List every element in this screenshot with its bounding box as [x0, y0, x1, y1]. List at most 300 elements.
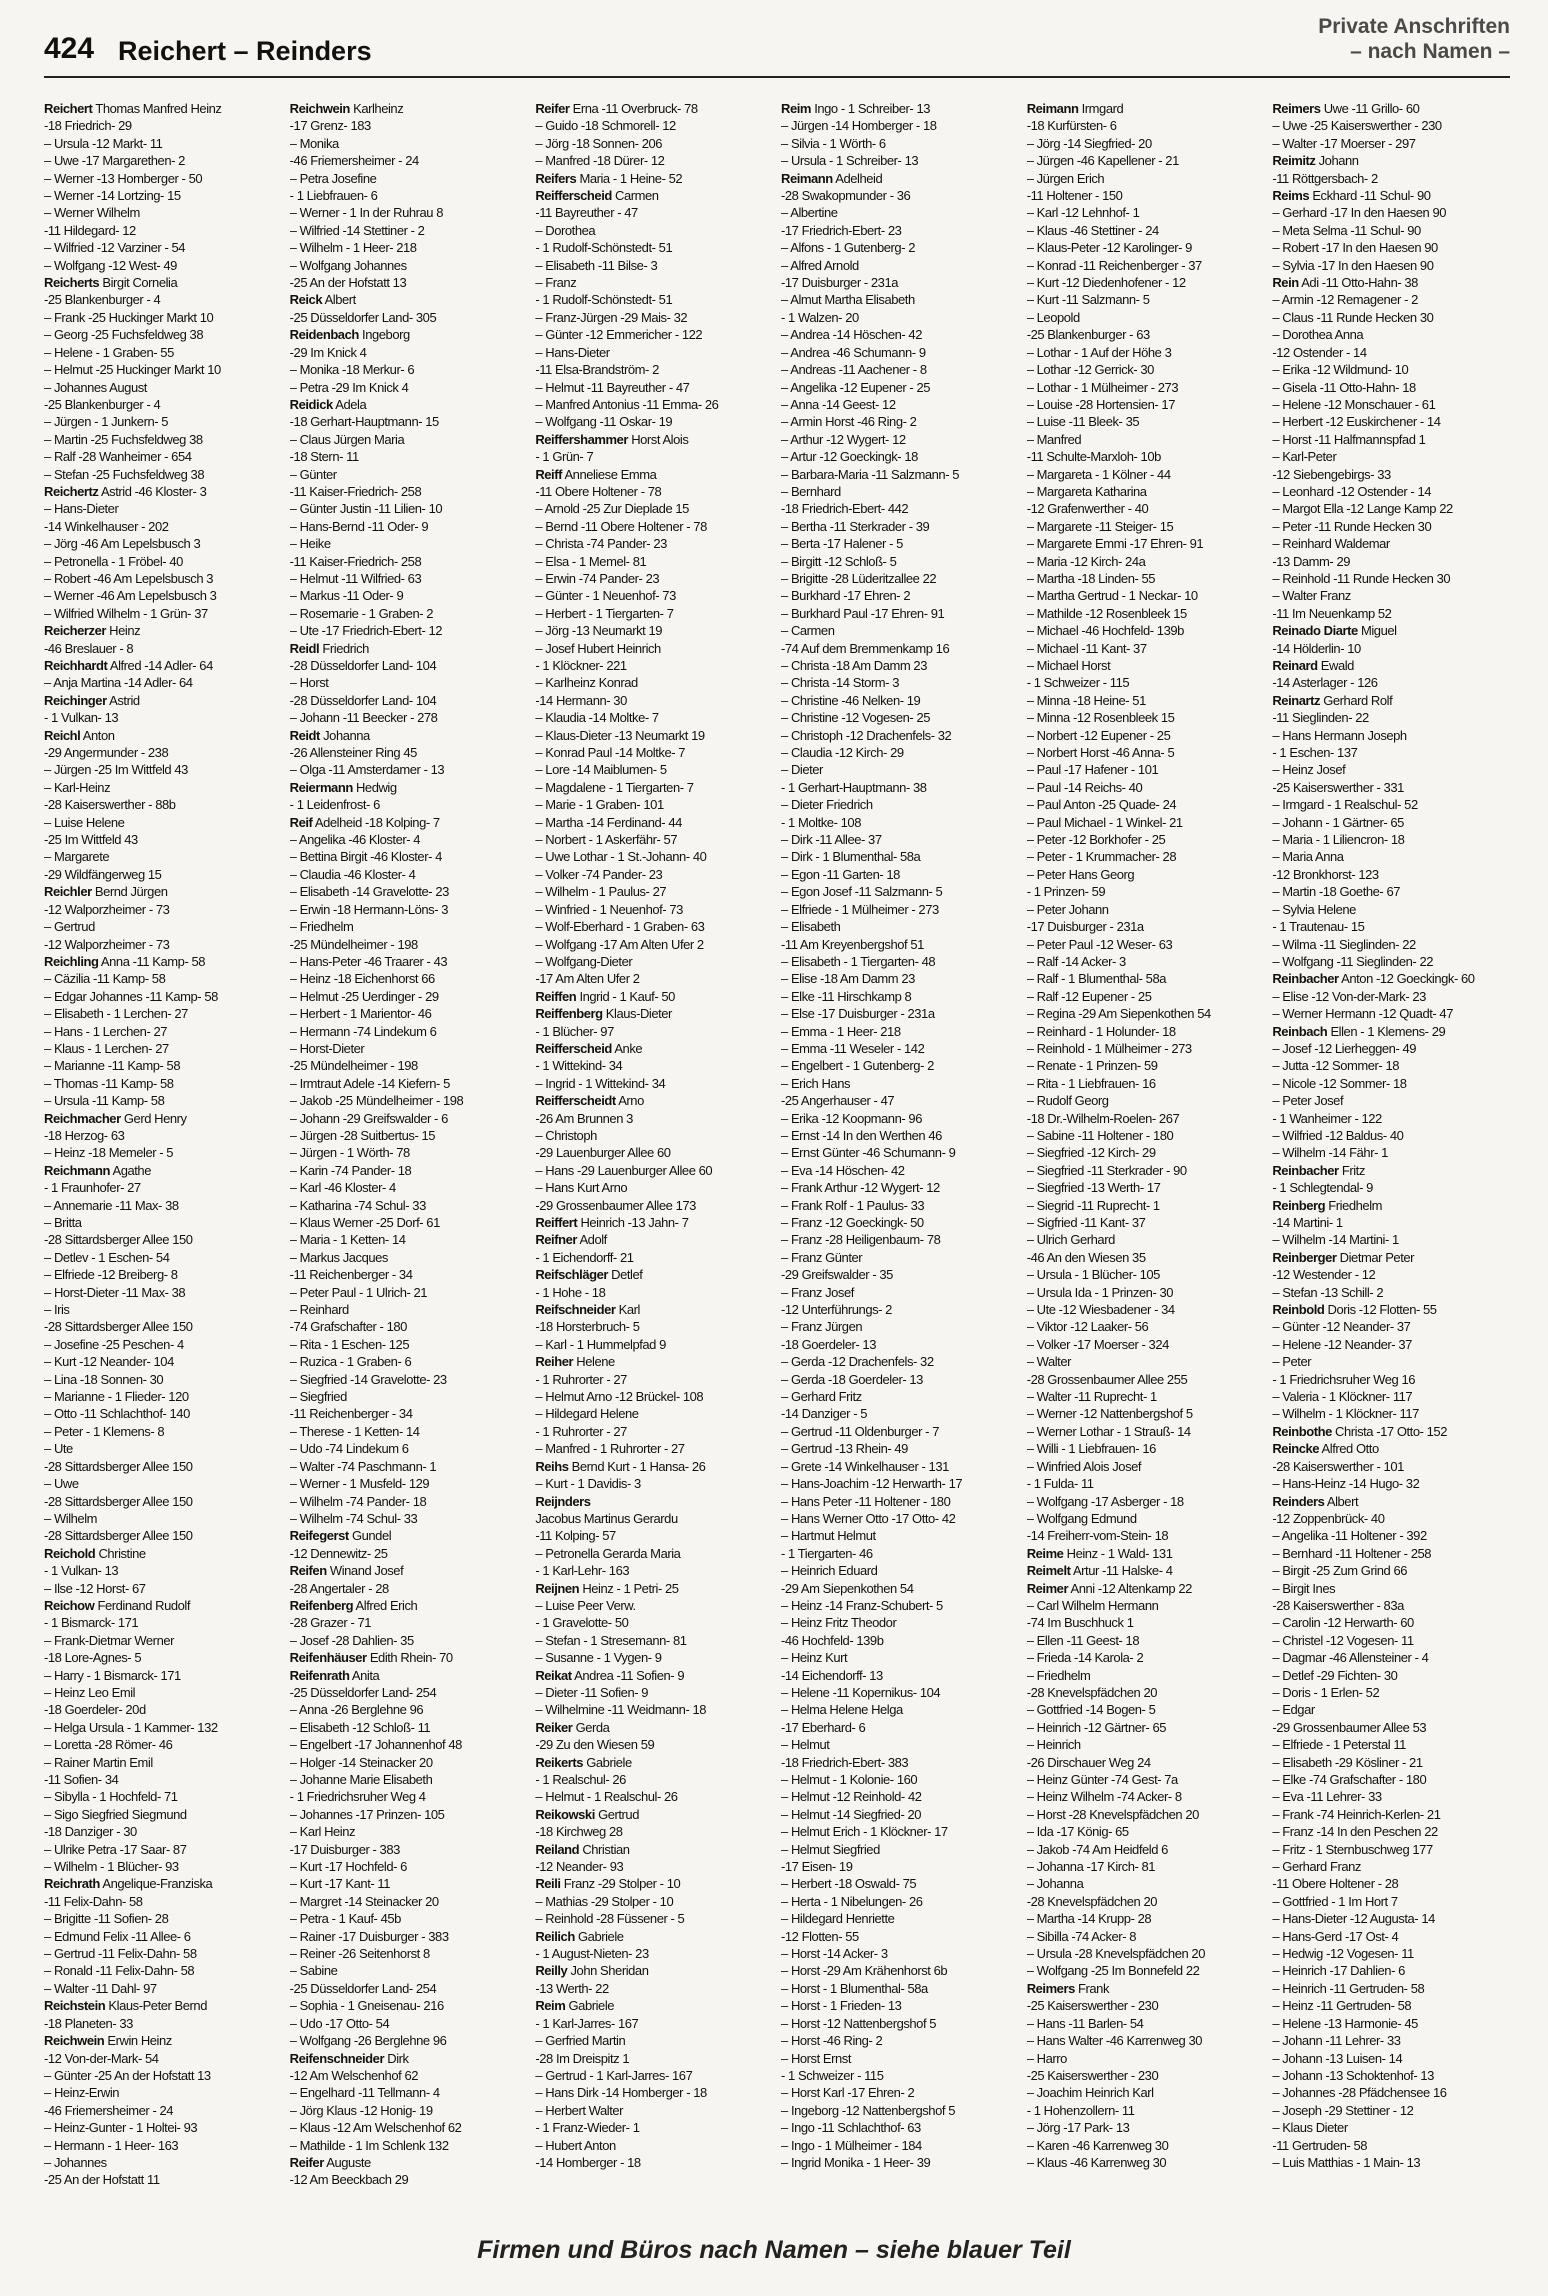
entry-text: – Gertrud: [44, 919, 95, 935]
directory-entry: [781, 848, 1019, 865]
entry-text: – Christa -74 Pander- 23: [535, 536, 667, 552]
directory-entry: [535, 257, 773, 274]
directory-entry: [535, 291, 773, 308]
directory-entry: [781, 274, 1019, 291]
entry-text: Heinz - 1 Wald- 131: [1066, 1545, 1173, 1561]
entry-text: – Hartmut Helmut: [781, 1528, 876, 1544]
surname: Reiland: [535, 1841, 580, 1857]
entry-text: – Ralf -28 Wanheimer - 654: [44, 449, 192, 465]
entry-text: – Silvia - 1 Wörth- 6: [781, 135, 886, 151]
directory-entry: [290, 1266, 528, 1283]
entry-text: – Martin -18 Goethe- 67: [1272, 884, 1401, 900]
entry-text: – Hans-Dieter: [535, 344, 610, 360]
directory-entry: [781, 727, 1019, 744]
directory-entry: [781, 1701, 1019, 1718]
directory-entry: [1027, 727, 1265, 744]
entry-text: – Hans-Bernd -11 Oder- 9: [289, 518, 429, 534]
entry-text: Klaus-Dieter: [605, 1006, 672, 1022]
surname: Reili: [535, 1876, 561, 1892]
entry-text: – Rita - 1 Eschen- 125: [289, 1336, 410, 1352]
directory-entry: [290, 1371, 528, 1388]
entry-text: – Wilhelm -74 Schul- 33: [289, 1510, 418, 1526]
entry-text: – Udo -17 Otto- 54: [289, 2015, 390, 2031]
directory-entry: [781, 379, 1019, 396]
directory-entry: [1272, 117, 1510, 134]
entry-text: – Wilhelmine -11 Weidmann- 18: [535, 1702, 707, 1718]
entry-text: -29 Lauenburger Allee 60: [535, 1145, 671, 1161]
directory-entry-head: [1272, 274, 1510, 291]
directory-entry: [1027, 1005, 1265, 1022]
entry-text: – Kurt -17 Kant- 11: [289, 1876, 390, 1892]
entry-text: – Irmgard - 1 Realschul- 52: [1272, 797, 1418, 813]
entry-text: – Sophia - 1 Gneisenau- 216: [289, 1998, 444, 2014]
directory-entry: [290, 1475, 528, 1492]
directory-entry: [1272, 883, 1510, 900]
directory-entry-head: [1027, 1545, 1265, 1562]
entry-text: – Petra Josefine: [289, 170, 377, 186]
directory-entry: [535, 692, 773, 709]
surname: Reime: [1026, 1545, 1064, 1561]
entry-text: – Peter Hans Georg: [1026, 866, 1135, 882]
surname: Reinard: [1272, 658, 1318, 673]
entry-text: Erna -11 Overbruck- 78: [572, 101, 698, 116]
surname: Reinbacher: [1272, 971, 1339, 987]
directory-entry: [290, 657, 528, 674]
directory-entry: [781, 1249, 1019, 1266]
entry-text: -11 Bayreuther - 47: [535, 205, 638, 221]
entry-text: – Ursula -12 Markt- 11: [44, 135, 163, 151]
directory-entry: [1272, 2032, 1510, 2049]
entry-text: – Stefan -13 Schill- 2: [1272, 1284, 1384, 1300]
entry-text: – Birgit Ines: [1272, 1580, 1336, 1596]
surname: Reiffen: [535, 988, 577, 1004]
directory-entry: [535, 814, 773, 831]
directory-entry: [44, 1736, 282, 1753]
entry-text: – Emma - 1 Heer- 218: [781, 1023, 901, 1039]
entry-text: - 1 Gerhart-Hauptmann- 38: [781, 779, 927, 795]
entry-text: – Heinz-Gunter - 1 Holtei- 93: [44, 2120, 198, 2136]
entry-text: – Ralf -12 Eupener - 25: [1026, 988, 1152, 1004]
directory-entry-head: [535, 1005, 773, 1022]
entry-text: – Erwin -74 Pander- 23: [535, 570, 660, 586]
entry-text: – Olga -11 Amsterdamer - 13: [289, 762, 445, 778]
entry-text: – Dorothea: [535, 222, 596, 238]
entry-text: – Siegfried -13 Werth- 17: [1026, 1180, 1161, 1196]
entry-text: – Franz-Jürgen -29 Mais- 32: [535, 309, 688, 325]
directory-entry: [1027, 709, 1265, 726]
entry-text: – Elisabeth -11 Bilse- 3: [535, 257, 658, 273]
entry-text: – Christine -46 Nelken- 19: [781, 692, 921, 708]
entry-text: Artur -11 Halske- 4: [1072, 1563, 1173, 1579]
directory-entry: [535, 1980, 773, 1997]
entry-text: - 1 Wittekind- 34: [535, 1058, 623, 1074]
directory-entry-head: [535, 1092, 773, 1109]
entry-text: – Ingeborg -12 Nattenbergshof 5: [781, 2102, 955, 2118]
directory-entry: [535, 1336, 773, 1353]
entry-text: -12 Walporzheimer - 73: [44, 936, 170, 952]
entry-text: – Margot Ella -12 Lange Kamp 22: [1272, 501, 1453, 517]
directory-entry: [1027, 1040, 1265, 1057]
surname: Reimer: [1026, 1580, 1069, 1596]
entry-text: – Anna -26 Berglehne 96: [289, 1702, 424, 1718]
entry-text: – Therese - 1 Ketten- 14: [289, 1423, 420, 1439]
entry-text: - 1 Schlegtendal- 9: [1272, 1180, 1373, 1196]
directory-entry: [1027, 831, 1265, 848]
directory-entry: [44, 761, 282, 778]
directory-entry: [290, 744, 528, 761]
directory-entry-head: [535, 187, 773, 204]
directory-entry: [1272, 936, 1510, 953]
directory-entry: [781, 187, 1019, 204]
directory-entry-head: [535, 431, 773, 448]
entry-text: - 1 Wanheimer - 122: [1272, 1110, 1382, 1126]
directory-entry: [1027, 553, 1265, 570]
entry-text: – Horst -46 Ring- 2: [781, 2033, 883, 2049]
directory-entry: [1272, 2015, 1510, 2032]
directory-entry: [535, 883, 773, 900]
entry-text: – Heinz -18 Eichenhorst 66: [289, 971, 435, 987]
entry-text: -11 Schulte-Marxloh- 10b: [1026, 449, 1161, 465]
directory-entry: [781, 831, 1019, 848]
surname: Reinbothe: [1272, 1423, 1332, 1439]
surname: Reiffert: [535, 1215, 578, 1230]
entry-text: -12 Am Beeckbach 29: [289, 2172, 409, 2188]
directory-entry: [781, 709, 1019, 726]
entry-text: – Franz -12 Goeckingk- 50: [781, 1215, 924, 1230]
directory-entry: [44, 1910, 282, 1927]
directory-entry: [44, 970, 282, 987]
directory-entry: [1272, 2102, 1510, 2119]
directory-entry: [290, 222, 528, 239]
entry-text: – Helene -13 Harmonie- 45: [1272, 2015, 1418, 2031]
directory-entry: [1027, 1597, 1265, 1614]
directory-entry: [535, 1736, 773, 1753]
directory-entry: [535, 1127, 773, 1144]
directory-entry: [1272, 796, 1510, 813]
entry-text: -11 Obere Holtener - 78: [535, 483, 662, 499]
directory-entry-head: [535, 1962, 773, 1979]
directory-entry: [781, 918, 1019, 935]
directory-entry: [1027, 1092, 1265, 1109]
entry-text: – Margareta Katharina: [1026, 483, 1147, 499]
entry-text: Ingo - 1 Schreiber- 13: [814, 101, 931, 116]
entry-text: – Franz Günter: [781, 1249, 863, 1265]
entry-text: – Kurt -11 Salzmann- 5: [1026, 292, 1150, 308]
directory-entry: [1027, 344, 1265, 361]
entry-text: – Maria -12 Kirch- 24a: [1026, 553, 1146, 569]
directory-entry: [781, 814, 1019, 831]
directory-entry: [1027, 413, 1265, 430]
directory-entry: [1027, 570, 1265, 587]
entry-text: – Jürgen -46 Kapellener - 21: [1026, 153, 1179, 169]
entry-text: – Herbert Walter: [535, 2102, 624, 2118]
entry-text: – Jörg -13 Neumarkt 19: [535, 623, 663, 639]
directory-entry: [44, 1423, 282, 1440]
entry-text: – Almut Martha Elisabeth: [781, 292, 915, 308]
directory-entry-head: [535, 1997, 773, 2014]
directory-entry-head: [44, 883, 282, 900]
directory-entry-head: [44, 692, 282, 709]
entry-text: – Helmut Siegfried: [781, 1841, 880, 1857]
entry-text: -14 Homberger - 18: [535, 2154, 641, 2170]
entry-text: – Herbert -12 Euskirchener - 14: [1272, 414, 1441, 430]
entry-text: – Eva -11 Lehrer- 33: [1272, 1789, 1382, 1805]
directory-entry: [44, 1336, 282, 1353]
entry-text: – Hans Peter -11 Holtener - 180: [781, 1493, 951, 1509]
entry-text: -12 Zoppenbrück- 40: [1272, 1510, 1385, 1526]
entry-text: – Bertha -11 Sterkrader - 39: [781, 518, 930, 534]
directory-entry: [535, 1684, 773, 1701]
entry-text: - 1 Trautenau- 15: [1272, 919, 1365, 935]
entry-text: -14 Hermann- 30: [535, 692, 627, 708]
entry-text: – Harry - 1 Bismarck- 171: [44, 1667, 181, 1683]
directory-entry: [781, 448, 1019, 465]
directory-entry: [1027, 1458, 1265, 1475]
entry-text: Klaus-Peter Bernd: [108, 1998, 207, 2014]
entry-text: Andrea -11 Sofien- 9: [574, 1667, 685, 1683]
directory-entry: [535, 274, 773, 291]
entry-text: – Margareta - 1 Kölner - 44: [1026, 466, 1171, 482]
directory-entry: [1027, 1266, 1265, 1283]
directory-entry: [781, 761, 1019, 778]
entry-text: – Hubert Anton: [535, 2137, 616, 2153]
directory-entry: [781, 1040, 1019, 1057]
entry-text: Astrid -46 Kloster- 3: [100, 483, 207, 499]
directory-entry: [781, 1754, 1019, 1771]
directory-entry-head: [535, 1806, 773, 1823]
directory-entry: [290, 761, 528, 778]
entry-text: -25 Im Wittfeld 43: [44, 832, 138, 848]
entry-text: - 1 Karl-Lehr- 163: [535, 1563, 630, 1579]
directory-entry: [1027, 605, 1265, 622]
entry-text: – Horst-Dieter -11 Max- 38: [44, 1284, 186, 1300]
directory-entry: [535, 1423, 773, 1440]
directory-entry: [44, 2102, 282, 2119]
directory-entry-head: [1027, 1562, 1265, 1579]
directory-entry: [781, 1597, 1019, 1614]
surname: Reicherzer: [44, 623, 106, 639]
directory-entry: [781, 483, 1019, 500]
entry-text: – Josefine -25 Peschen- 4: [44, 1336, 184, 1352]
entry-text: – Joseph -29 Stettiner - 12: [1272, 2102, 1414, 2118]
directory-entry: [1272, 1371, 1510, 1388]
directory-entry: [44, 1214, 282, 1231]
directory-entry-head: [1272, 970, 1510, 987]
directory-entry: [290, 1701, 528, 1718]
directory-entry: [1272, 1144, 1510, 1161]
entry-text: – Kurt - 1 Davidis- 3: [535, 1476, 641, 1492]
directory-entry: [781, 1458, 1019, 1475]
directory-entry: [44, 1388, 282, 1405]
entry-text: – Johann -11 Lehrer- 33: [1272, 2033, 1401, 2049]
directory-entry-head: [535, 1458, 773, 1475]
surname: Reims: [1272, 188, 1310, 204]
directory-entry: [290, 2067, 528, 2084]
directory-entry: [44, 1632, 282, 1649]
entry-text: – Werner Wilhelm: [44, 205, 140, 221]
directory-entry: [1272, 1458, 1510, 1475]
directory-entry: [44, 1667, 282, 1684]
directory-entry: [781, 1823, 1019, 1840]
entry-text: – Heinrich Eduard: [781, 1563, 878, 1579]
directory-entry: [781, 1788, 1019, 1805]
directory-entry: [290, 361, 528, 378]
entry-text: – Gisela -11 Otto-Hahn- 18: [1272, 379, 1416, 395]
directory-entry: [1272, 1771, 1510, 1788]
entry-text: -25 Kaiserswerther - 230: [1026, 2067, 1159, 2083]
page-header: [44, 14, 1510, 72]
directory-entry: [44, 2015, 282, 2032]
directory-entry-head: [535, 1301, 773, 1318]
entry-text: – Elke -11 Hirschkamp 8: [781, 988, 912, 1004]
directory-entry: [781, 1405, 1019, 1422]
entry-text: – Hans -11 Barlen- 54: [1026, 2015, 1144, 2031]
entry-text: Gerda: [575, 1719, 610, 1735]
directory-entry: [1272, 1040, 1510, 1057]
surname: Reichl: [44, 727, 81, 743]
entry-text: – Louise -28 Hortensien- 17: [1026, 396, 1175, 412]
directory-entry: [1027, 2119, 1265, 2136]
entry-text: – Werner - 1 In der Ruhrau 8: [289, 205, 444, 221]
entry-text: Angelique-Franziska: [102, 1876, 213, 1892]
directory-entry: [1272, 744, 1510, 761]
directory-entry: [290, 1928, 528, 1945]
surname: Reinbach: [1272, 1023, 1328, 1039]
directory-entry: [1272, 413, 1510, 430]
directory-entry: [1272, 831, 1510, 848]
directory-entry: [44, 466, 282, 483]
entry-text: – Klaudia -14 Moltke- 7: [535, 710, 659, 726]
entry-text: – Manfred -18 Dürer- 12: [535, 153, 665, 169]
directory-entry: [781, 570, 1019, 587]
entry-text: – Rudolf Georg: [1026, 1093, 1109, 1109]
surname: Reiermann: [289, 779, 353, 795]
directory-entry: [44, 988, 282, 1005]
directory-entry: [781, 1684, 1019, 1701]
directory-entry-head: [290, 326, 528, 343]
entry-text: -12 Ostender - 14: [1272, 344, 1367, 360]
surname: Reicherts: [44, 275, 100, 291]
directory-entry: [44, 1945, 282, 1962]
entry-text: Ferdinand Rudolf: [97, 1597, 191, 1613]
entry-text: Anton: [82, 727, 115, 743]
entry-text: – Gertrud -11 Oldenburger - 7: [781, 1423, 939, 1439]
surname: Reifenschneider: [289, 2050, 385, 2066]
entry-text: – Erich Hans: [781, 1075, 851, 1091]
entry-text: – Hans Hermann Joseph: [1272, 727, 1407, 743]
entry-text: – Petronella - 1 Fröbel- 40: [44, 553, 183, 569]
directory-entry: [290, 1336, 528, 1353]
directory-entry: [535, 117, 773, 134]
entry-text: - 1 Rudolf-Schönstedt- 51: [535, 240, 673, 256]
directory-entry: [535, 1162, 773, 1179]
entry-text: Anita: [351, 1667, 380, 1683]
entry-text: – Gerhard Fritz: [781, 1389, 862, 1405]
directory-entry: [44, 1353, 282, 1370]
directory-entry: [1027, 204, 1265, 221]
entry-text: – Kurt -17 Hochfeld- 6: [289, 1859, 407, 1875]
directory-entry: [44, 500, 282, 517]
entry-text: - 1 Klöckner- 221: [535, 658, 627, 673]
directory-entry: [1027, 988, 1265, 1005]
directory-entry: [781, 1893, 1019, 1910]
surname: Reimelt: [1026, 1563, 1071, 1579]
entry-text: – Magdalene - 1 Tiergarten- 7: [535, 779, 694, 795]
directory-entry: [1027, 1945, 1265, 1962]
entry-text: – Karl -46 Kloster- 4: [289, 1180, 396, 1196]
entry-text: – Sylvia Helene: [1272, 901, 1356, 917]
entry-text: -26 Dirschauer Weg 24: [1026, 1754, 1151, 1770]
surname: Reiher: [535, 1354, 574, 1370]
entry-text: -29 Grossenbaumer Allee 173: [535, 1197, 696, 1213]
entry-text: -18 Gerhart-Hauptmann- 15: [289, 414, 439, 430]
directory-entry: [1027, 326, 1265, 343]
entry-text: - 1 Blücher- 97: [535, 1023, 614, 1039]
directory-entry: [290, 1841, 528, 1858]
entry-text: – Christine -12 Vogesen- 25: [781, 710, 931, 726]
surname: Reifschneider: [535, 1302, 616, 1318]
directory-entry: [781, 239, 1019, 256]
entry-text: Frank: [1078, 1980, 1110, 1996]
entry-text: – Hans Dirk -14 Homberger - 18: [535, 2085, 707, 2101]
directory-entry: [1272, 1284, 1510, 1301]
directory-entry: [290, 587, 528, 604]
entry-text: – Nicole -12 Sommer- 18: [1272, 1075, 1407, 1091]
entry-text: – Wilfried -12 Varziner - 54: [44, 240, 186, 256]
entry-text: -17 Grenz- 183: [289, 118, 371, 134]
directory-entry: [781, 1231, 1019, 1248]
surname: Reifers: [535, 170, 577, 186]
surname: Reimers: [1272, 101, 1321, 116]
entry-text: – Lothar - 1 Auf der Höhe 3: [1026, 344, 1172, 360]
directory-entry: [535, 587, 773, 604]
surname: Reincke: [1272, 1441, 1320, 1457]
entry-text: -29 Greifswalder - 35: [781, 1267, 893, 1283]
entry-text: – Horst -12 Nattenbergshof 5: [781, 2015, 937, 2031]
directory-entry-head: [290, 2050, 528, 2067]
entry-text: – Bernd -11 Obere Holtener - 78: [535, 518, 707, 534]
entry-text: – Uwe -25 Kaiserswerther - 230: [1272, 118, 1442, 134]
directory-entry: [781, 1945, 1019, 1962]
entry-text: – Jürgen -25 Im Wittfeld 43: [44, 762, 188, 778]
directory-entry: [1027, 1057, 1265, 1074]
directory-entry: [535, 1284, 773, 1301]
directory-entry: [290, 1231, 528, 1248]
entry-text: – Elfriede - 1 Peterstal 11: [1272, 1737, 1406, 1753]
directory-entry-head: [1272, 1162, 1510, 1179]
directory-entry: [1272, 1858, 1510, 1875]
directory-entry: [1027, 1510, 1265, 1527]
entry-text: – Elfriede -12 Breiberg- 8: [44, 1267, 178, 1283]
directory-entry: [1272, 587, 1510, 604]
directory-entry: [535, 1597, 773, 1614]
directory-entry: [1272, 1057, 1510, 1074]
entry-text: – Reinhold - 1 Mülheimer - 273: [1026, 1040, 1192, 1056]
entry-text: – Heike: [289, 536, 331, 552]
directory-entry: [1027, 918, 1265, 935]
directory-entry: [290, 1144, 528, 1161]
directory-entry: [1027, 1214, 1265, 1231]
entry-text: -29 Am Siepenkothen 54: [781, 1580, 914, 1596]
entry-text: – Carl Wilhelm Hermann: [1026, 1597, 1159, 1613]
entry-text: -28 Sittardsberger Allee 150: [44, 1528, 193, 1544]
directory-entry-head: [535, 170, 773, 187]
directory-entry: [290, 152, 528, 169]
directory-entry: [1027, 883, 1265, 900]
entry-text: – Ellen -11 Geest- 18: [1026, 1632, 1140, 1648]
entry-text: – Georg -25 Fuchsfeldweg 38: [44, 327, 204, 343]
entry-text: Heinrich -13 Jahn- 7: [580, 1215, 689, 1230]
